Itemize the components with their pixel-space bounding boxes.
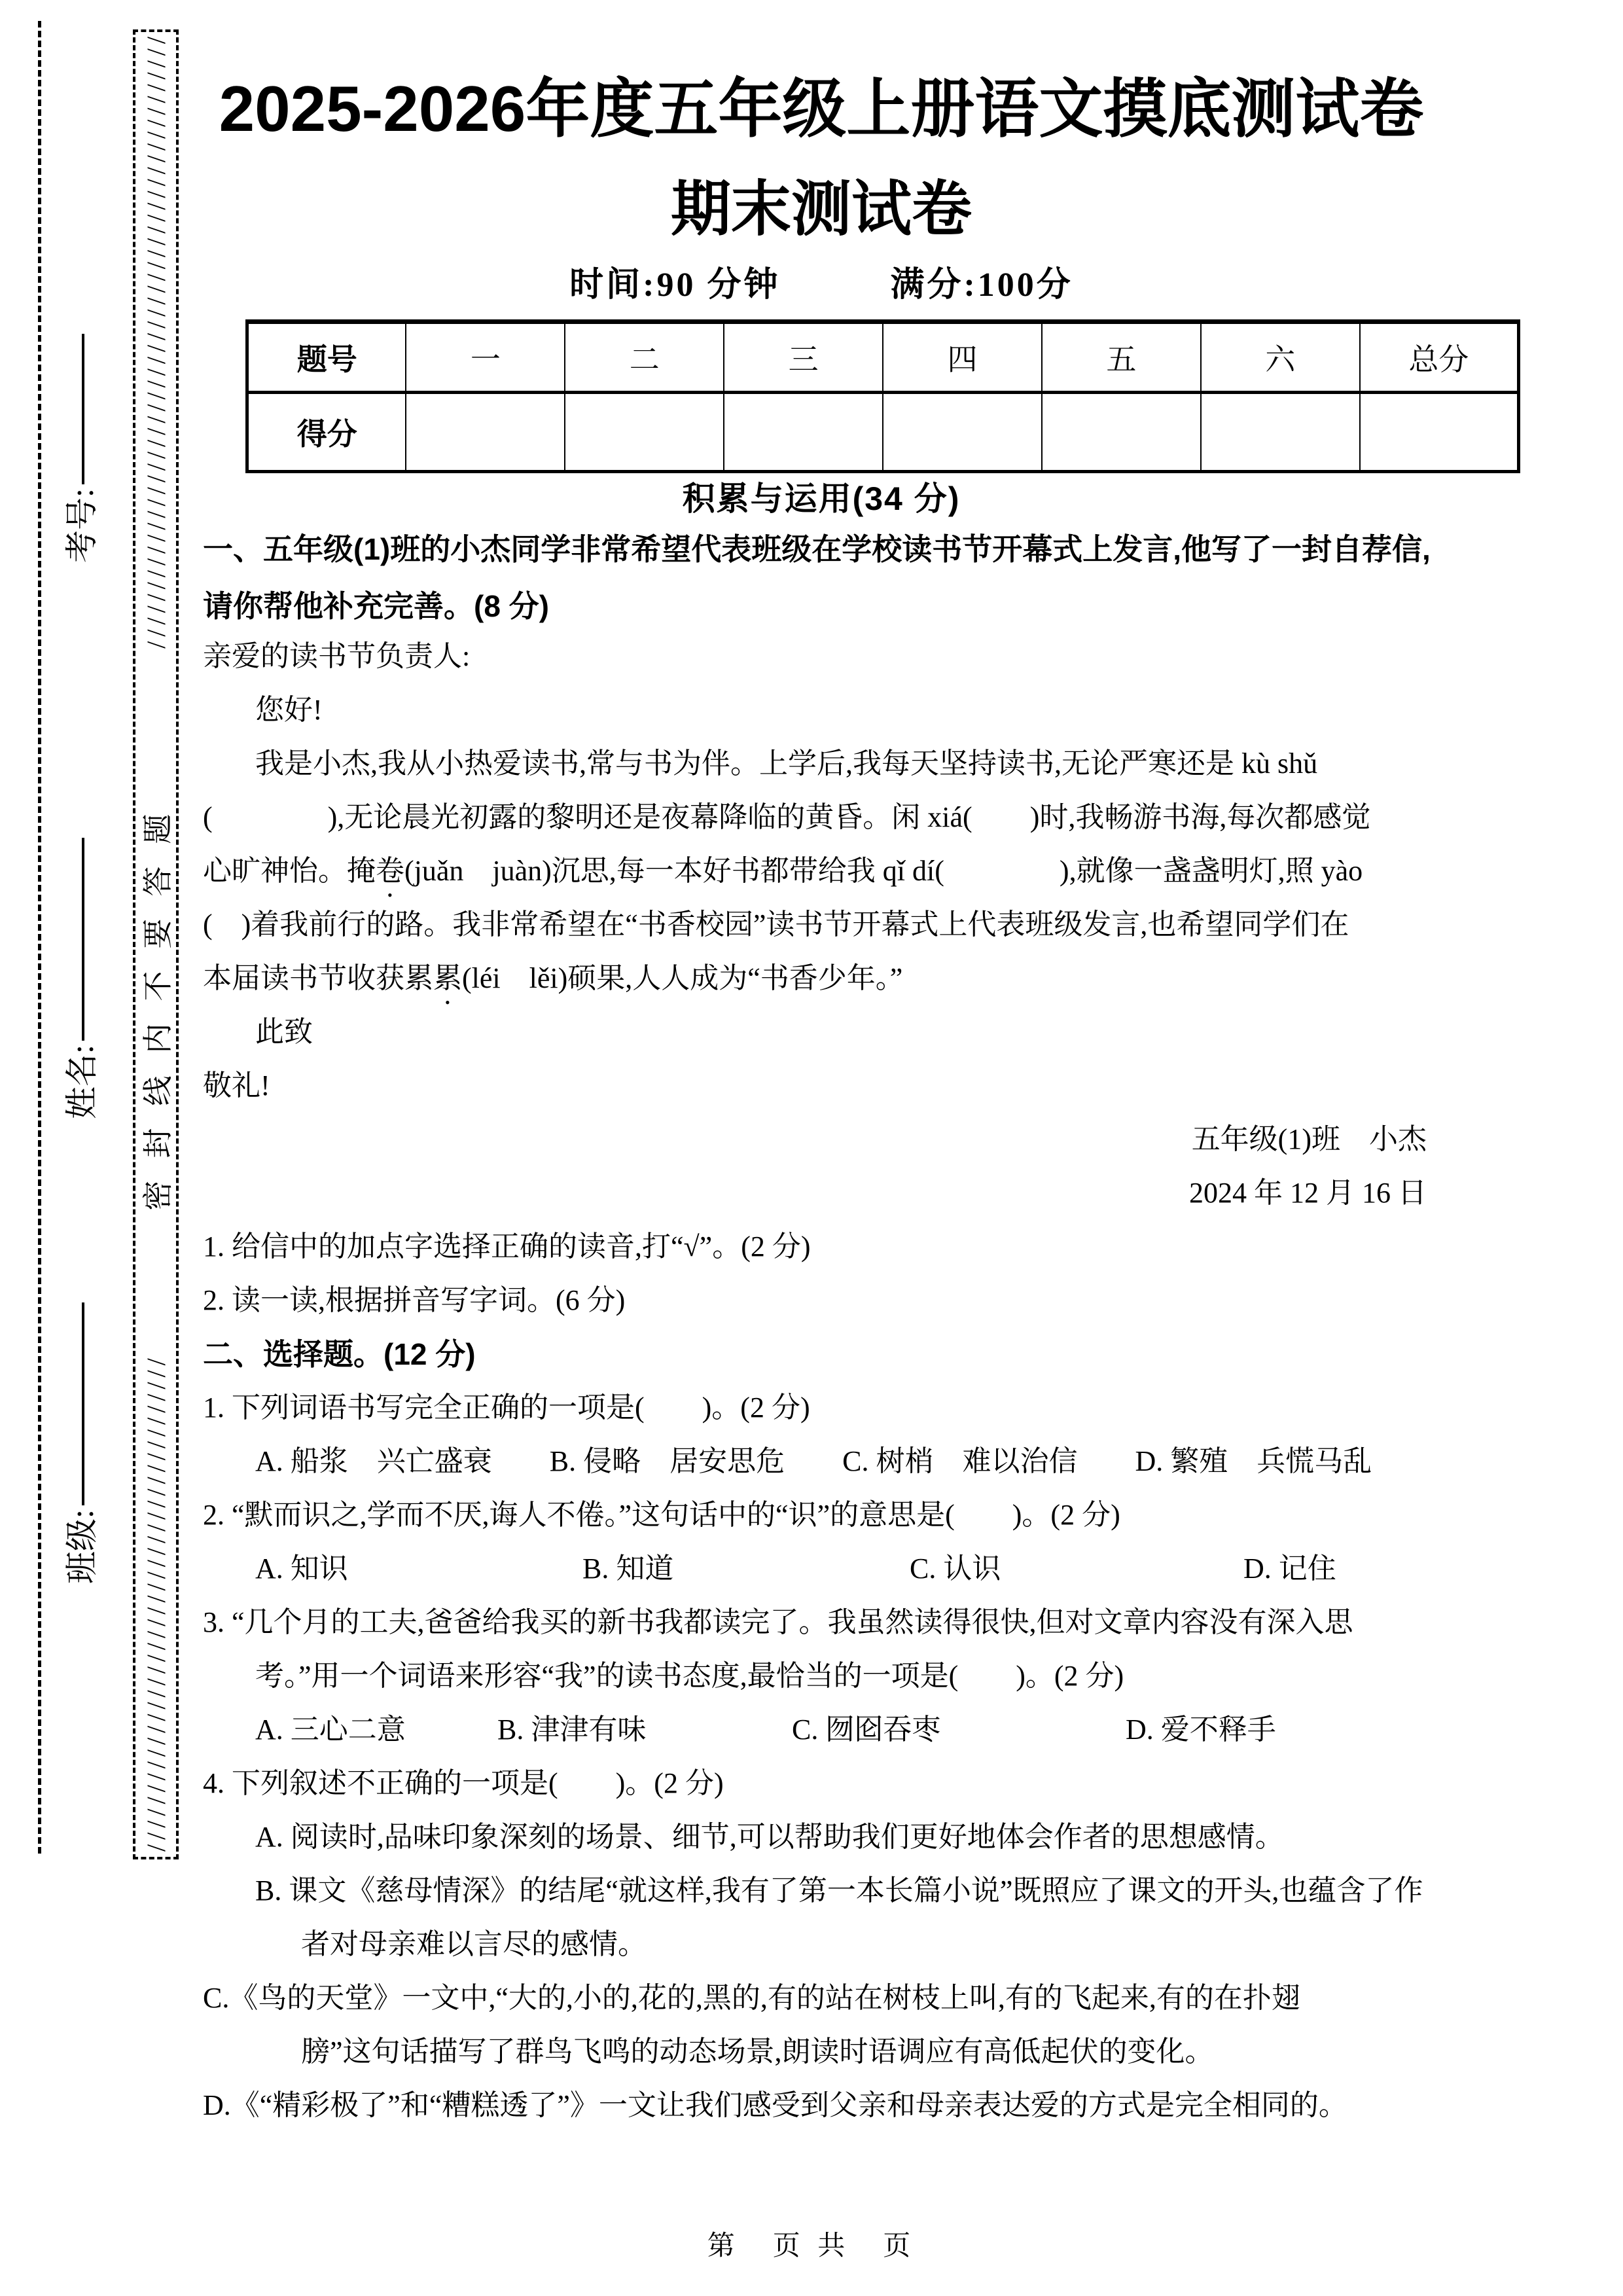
score-cell-empty (565, 393, 724, 472)
score-cell-empty (883, 393, 1042, 472)
score-cell-empty (1042, 393, 1201, 472)
score-cell-empty (724, 393, 883, 472)
student-name-blank-line (74, 838, 84, 1041)
option-c: C. 囫囵吞枣 (792, 1713, 941, 1746)
question1-intro (203, 521, 1466, 635)
letter-signature: 五年级(1)班 小杰 (1191, 1123, 1427, 1155)
letter-line-part: (léi lěi)硕果,人人成为“书香少年。” (462, 962, 903, 994)
choice-question-3-line1: 3. “几个月的工夫,爸爸给我买的新书我都读完了。我虽然读得很快,但对文章内容没有深入思 (203, 1606, 1353, 1638)
letter-line-part: (juǎn juàn)沉思,每一本好书都带给我 qǐ dí( ),就像一盏盏明灯,照 yào (404, 855, 1363, 887)
choice-question-4-option-a: A. 阅读时,品味印象深刻的场景、细节,可以帮助我们更好地体会作者的思想感情。 (255, 1821, 1284, 1853)
score-table-header-cell: 题号 (247, 322, 406, 393)
letter-date: 2024 年 12 月 16 日 (1189, 1177, 1427, 1209)
score-table-header-cell: 六 (1201, 322, 1360, 393)
exam-number-blank-line (74, 334, 84, 484)
dotted-character: 卷 (376, 855, 404, 887)
choice-question-3-line2: 考。”用一个词语来形容“我”的读书态度,最恰当的一项是( )。(2 分) (255, 1660, 1124, 1692)
sub-question-1: 1. 给信中的加点字选择正确的读音,打“√”。(2 分) (203, 1230, 811, 1263)
section1-heading: 积累与运用(34 分) (682, 480, 961, 517)
option-c: C. 认识 (910, 1552, 1001, 1585)
score-table-header-cell: 五 (1042, 322, 1201, 393)
choice-question-4-option-d: D.《“精彩极了”和“糟糕透了”》一文让我们感受到父亲和母亲表达爱的方式是完全相同的。 (203, 2089, 1347, 2121)
score-table-header-row (247, 322, 1519, 393)
option-a: A. 知识 (255, 1552, 348, 1585)
exam-number-label (60, 295, 98, 563)
class-label (60, 1250, 98, 1584)
choice-question-1: 1. 下列词语书写完全正确的一项是( )。(2 分) (203, 1391, 810, 1424)
paper-title: 2025-2026年度五年级上册语文摸底测试卷 (219, 73, 1424, 145)
letter-line (203, 952, 1466, 1005)
choice-question-2: 2. “默而识之,学而不厌,诲人不倦。”这句话中的“识”的意思是( )。(2 分) (203, 1499, 1120, 1531)
question1-intro-line2: 请你帮他补充完善。(8 分) (203, 589, 549, 623)
letter-closing: 此致 (255, 1016, 313, 1048)
score-row-label: 得分 (247, 393, 406, 472)
choice-question-3-options (203, 1703, 1466, 1757)
score-cell-empty (406, 393, 565, 472)
left-trim-dashed-line (38, 21, 41, 1854)
score-table-header-cell: 二 (565, 322, 724, 393)
choice-question-4-option-b-line1: B. 课文《慈母情深》的结尾“就这样,我有了第一本长篇小说”既照应了课文的开头,也蕴含了作 (255, 1874, 1423, 1907)
page-footer: 第 页 共 页 (707, 2231, 916, 2261)
option-a: A. 三心二意 (255, 1713, 406, 1746)
letter-greeting: 您好! (255, 694, 323, 726)
choice-question-1-options: A. 船浆 兴亡盛衰 B. 侵略 居安思危 C. 树梢 难以治信 D. 繁殖 兵慌马乱 (255, 1445, 1372, 1477)
option-b: B. 知道 (582, 1552, 674, 1585)
seal-warning-text: 密封线内不要答题 (141, 791, 175, 1211)
letter-line: 我是小杰,我从小热爱读书,常与书为伴。上学后,我每天坚持读书,无论严寒还是 kù shǔ (255, 747, 1318, 780)
score-table-header-cell: 四 (883, 322, 1042, 393)
letter-line-part: 心旷神怡。掩 (203, 855, 376, 887)
score-table-score-row (247, 393, 1519, 472)
seal-hatch-bottom: ////////////////////////////////////////// (141, 1354, 171, 1852)
letter-salutation: 亲爱的读书节负责人: (203, 640, 471, 672)
choice-question-4: 4. 下列叙述不正确的一项是( )。(2 分) (203, 1767, 724, 1799)
option-b: B. 津津有味 (497, 1713, 647, 1746)
letter-line: ( ),无论晨光初露的黎明还是夜幕降临的黄昏。闲 xiá( )时,我畅游书海,每次都感觉 (203, 801, 1371, 833)
class-blank-line (74, 1302, 84, 1505)
paper-subtitle: 期末测试卷 (670, 176, 972, 243)
choice-question-4-option-c-line1: C.《鸟的天堂》一文中,“大的,小的,花的,黑的,有的站在树枝上叫,有的飞起来,有的在扑翅 (203, 1982, 1300, 2014)
exam-number-label-text: 考号: (63, 488, 100, 563)
section2-heading: 二、选择题。(12 分) (203, 1337, 476, 1371)
letter-closing: 敬礼! (203, 1069, 270, 1102)
class-label-text: 班级: (63, 1509, 100, 1584)
question1-intro-line1: 一、五年级(1)班的小杰同学非常希望代表班级在学校读书节开幕式上发言,他写了一封自荐信, (203, 532, 1431, 566)
choice-question-4-option-c-line2: 膀”这句话描写了群鸟飞鸣的动态场景,朗读时语调应有高低起伏的变化。 (301, 2036, 1214, 2068)
sub-question-2: 2. 读一读,根据拼音写字词。(6 分) (203, 1284, 626, 1316)
choice-question-4-option-b-line2: 者对母亲难以言尽的感情。 (301, 1928, 647, 1960)
score-cell-empty (1201, 393, 1360, 472)
time-and-score-line: 时间:90 分钟 满分:100分 (569, 266, 1073, 304)
main-content (203, 630, 1466, 2132)
score-table (245, 319, 1520, 473)
score-table-header-cell: 一 (406, 322, 565, 393)
score-table-header-cell: 总分 (1360, 322, 1519, 393)
letter-line (203, 844, 1466, 898)
seal-hatch-top: //////////////////////////////////////////////////// (141, 32, 171, 649)
score-table-header-cell: 三 (724, 322, 883, 393)
option-d: D. 爱不释手 (1126, 1713, 1276, 1746)
option-d: D. 记住 (1243, 1552, 1336, 1585)
dotted-character: 累 (433, 962, 462, 994)
student-name-label-text: 姓名: (63, 1045, 100, 1119)
letter-line: ( )着我前行的路。我非常希望在“书香校园”读书节开幕式上代表班级发言,也希望同学们在 (203, 908, 1349, 941)
score-cell-empty (1360, 393, 1519, 472)
choice-question-2-options (203, 1542, 1466, 1596)
letter-line-part: 本届读书节收获累 (203, 962, 433, 994)
student-name-label (60, 789, 98, 1119)
